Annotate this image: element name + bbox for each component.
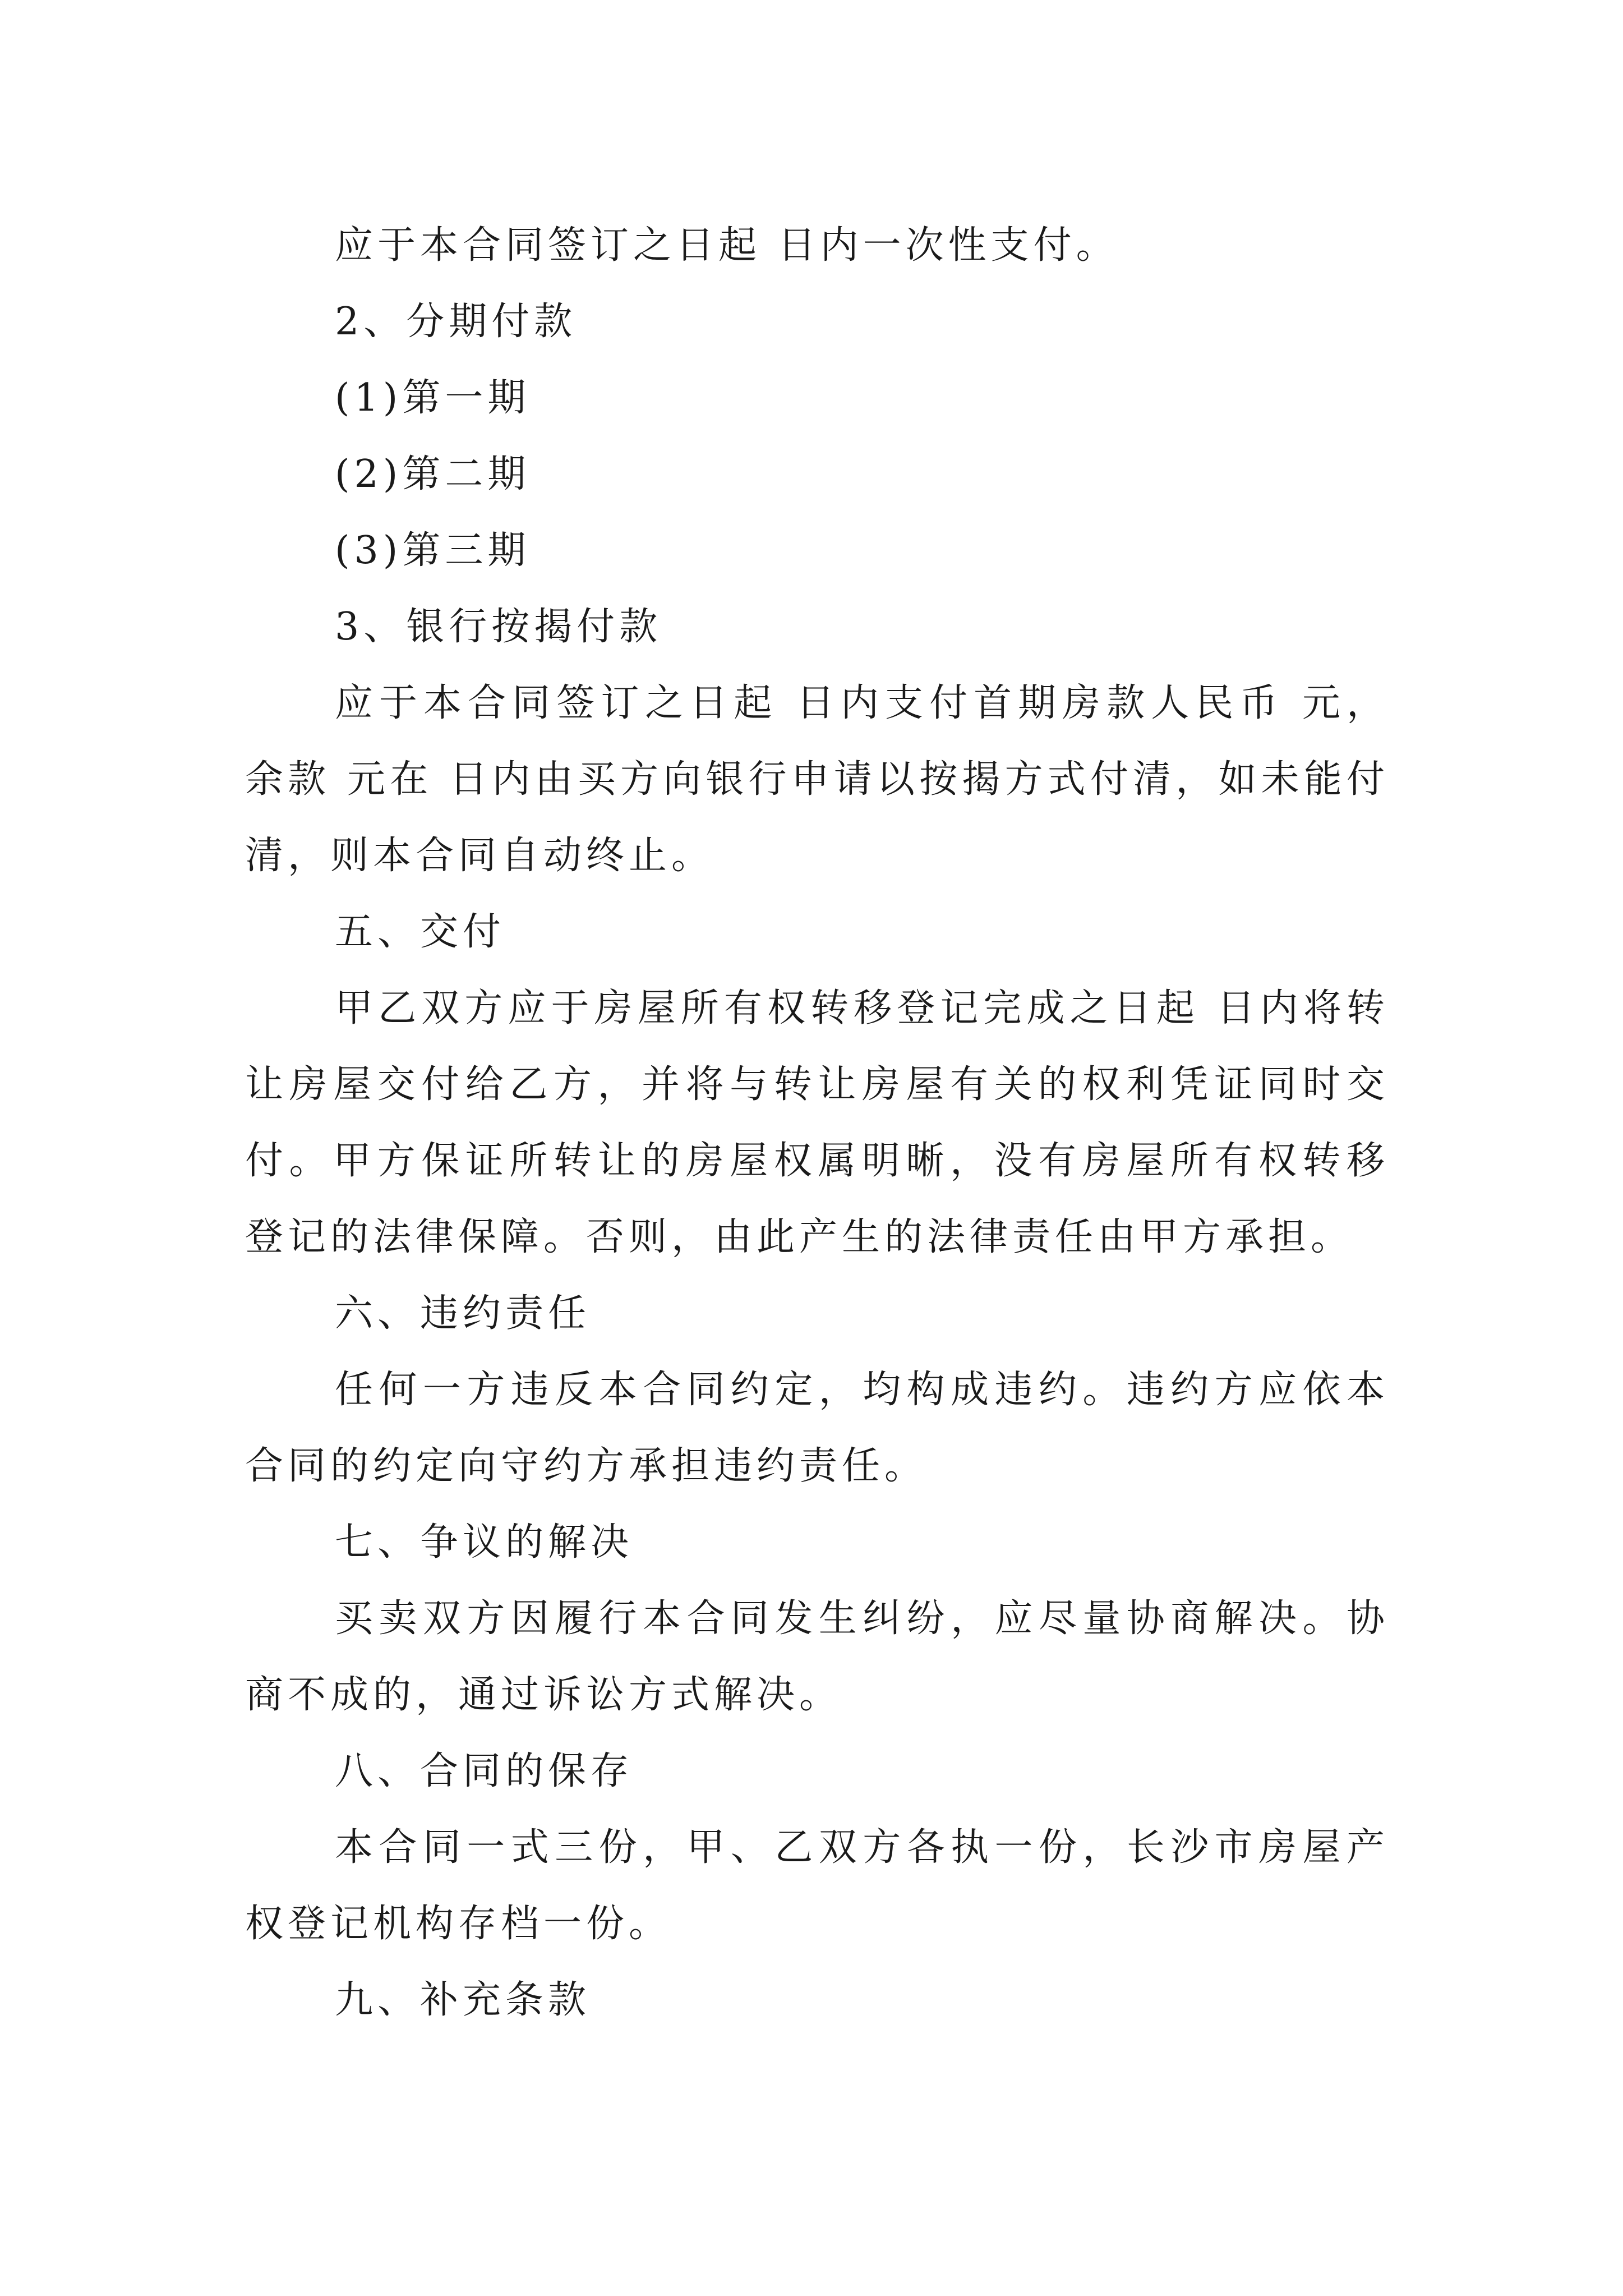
- document-body: [245, 208, 1389, 2039]
- payment-lump-sum-clause: 应于本合同签订之日起 日内一次性支付。: [335, 223, 1119, 268]
- breach-clause: 任何一方违反本合同约定，均构成违约。违约方应依本合同的约定向守约方承担违约责任。: [245, 1368, 1389, 1488]
- installment-first: (1)第一期: [335, 376, 531, 420]
- mortgage-heading: 3、银行按揭付款: [335, 605, 662, 649]
- section-dispute-heading: 七、争议的解决: [335, 1520, 634, 1565]
- section-storage-heading: 八、合同的保存: [335, 1749, 634, 1793]
- section-delivery-heading: 五、交付: [335, 910, 506, 954]
- installment-heading: 2、分期付款: [335, 300, 577, 344]
- section-breach-heading: 六、违约责任: [335, 1291, 591, 1336]
- mortgage-clause: 应于本合同签订之日起 日内支付首期房款人民币 元，余款 元在 日内由买方向银行申请以按揭方式付清，如未能付清，则本合同自动终止。: [245, 681, 1389, 878]
- storage-clause: 本合同一式三份，甲、乙双方各执一份，长沙市房屋产权登记机构存档一份。: [245, 1825, 1389, 1946]
- installment-third: (3)第三期: [335, 528, 531, 573]
- dispute-clause: 买卖双方因履行本合同发生纠纷，应尽量协商解决。协商不成的，通过诉讼方式解决。: [245, 1596, 1389, 1717]
- section-supplement-heading: 九、补充条款: [335, 1978, 591, 2022]
- delivery-clause: 甲乙双方应于房屋所有权转移登记完成之日起 日内将转让房屋交付给乙方，并将与转让房屋有关的权利凭证同时交付。甲方保证所转让的房屋权属明晰，没有房屋所有权转移登记的法律保障。否则，由此产生的法律责任由甲方承担。: [245, 986, 1389, 1259]
- installment-second: (2)第二期: [335, 452, 531, 496]
